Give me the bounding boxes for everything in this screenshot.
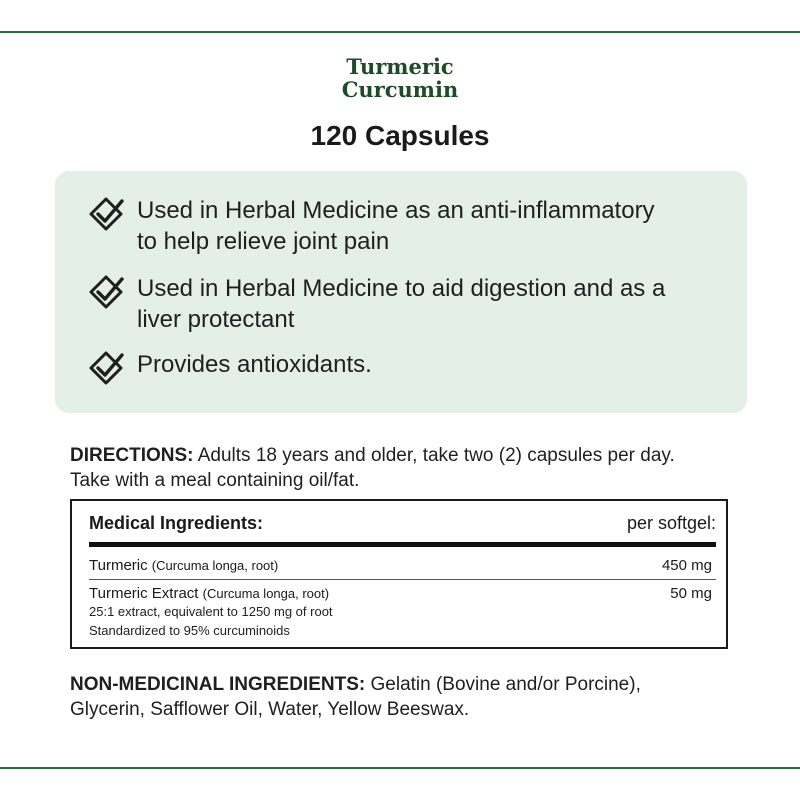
directions-text: Adults 18 years and older, take two (2) capsules per day. <box>193 445 675 466</box>
check-diamond-icon <box>87 273 125 311</box>
claim-text <box>137 273 727 335</box>
ingredient-note: 25:1 extract, equivalent to 1250 mg of root <box>89 604 333 619</box>
non-medicinal-label: NON-MEDICINAL INGREDIENTS: <box>70 674 366 695</box>
check-diamond-icon <box>87 195 125 233</box>
table-row-divider <box>89 579 716 580</box>
ingredient-amount: 450 mg <box>661 557 712 574</box>
claims-panel <box>55 171 747 413</box>
top-divider <box>0 31 800 33</box>
bottom-divider <box>0 767 800 769</box>
ingredient-name: Turmeric <box>89 557 148 574</box>
product-name <box>0 55 800 101</box>
claim-line: Used in Herbal Medicine as an anti-inflammatory <box>137 197 655 224</box>
claim-text <box>137 349 727 380</box>
table-per-unit: per softgel: <box>626 513 716 533</box>
claim-line: Provides antioxidants. <box>137 351 372 378</box>
ingredient-note: Standardized to 95% curcuminoids <box>89 623 290 638</box>
table-header-rule <box>89 542 716 547</box>
ingredients-table <box>70 499 728 649</box>
claim-text <box>137 195 727 257</box>
table-row-name <box>89 585 329 602</box>
non-medicinal-text: Glycerin, Safflower Oil, Water, Yellow Beeswax. <box>70 699 470 720</box>
non-medicinal-text: Gelatin (Bovine and/or Porcine), <box>365 674 641 695</box>
claim-line: Used in Herbal Medicine to aid digestion and as a <box>137 275 666 302</box>
table-row-name <box>89 557 278 574</box>
directions-label: DIRECTIONS: <box>70 445 194 466</box>
directions-text: Take with a meal containing oil/fat. <box>70 470 360 491</box>
ingredient-amount: 50 mg <box>670 585 712 602</box>
claim-line: to help relieve joint pain <box>137 228 390 255</box>
table-header: Medical Ingredients: <box>89 513 264 533</box>
ingredient-source: (Curcuma longa, root) <box>151 558 279 573</box>
capsule-count: 120 Capsules <box>310 120 490 151</box>
ingredient-name: Turmeric Extract <box>89 585 199 602</box>
product-name-line2: Curcumin <box>341 77 459 102</box>
claim-line: liver protectant <box>137 306 295 333</box>
product-name-line1: Turmeric <box>346 54 454 79</box>
directions <box>70 443 750 493</box>
ingredient-source: (Curcuma longa, root) <box>202 586 330 601</box>
non-medicinal-ingredients <box>70 672 750 722</box>
check-diamond-icon <box>87 349 125 387</box>
